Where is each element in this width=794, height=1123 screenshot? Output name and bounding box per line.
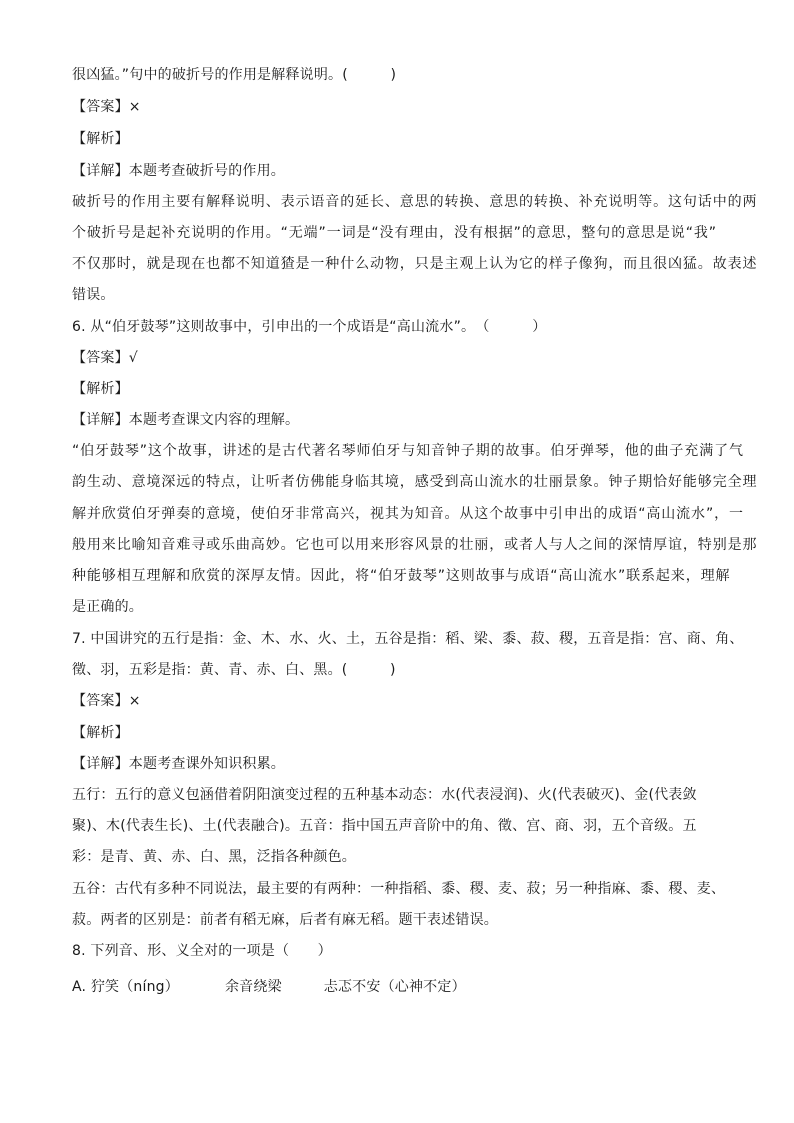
text-line: 菽。两者的区别是：前者有稻无麻，后者有麻无稻。题干表述错误。 xyxy=(72,912,498,928)
analysis-label: 【解析】 xyxy=(72,131,129,147)
text-line: 错误。 xyxy=(72,287,115,303)
option-a-item-3: 忐忑不安（心神不定） xyxy=(323,979,466,995)
detail-label: 【详解】本题考查课外知识积累。 xyxy=(72,756,285,772)
detail-label: 【详解】本题考查破折号的作用。 xyxy=(72,163,285,179)
question-6: 6. 从“伯牙鼓琴”这则故事中，引申出的一个成语是“高山流水”。 （ ） xyxy=(72,319,547,335)
option-a xyxy=(72,977,466,997)
answer-label: 【答案】√ xyxy=(72,350,138,366)
text-line: 五谷：古代有多种不同说法，最主要的有两种：一种指稻、黍、稷、麦、菽；另一种指麻、黍、稷、麦、 xyxy=(72,881,726,897)
option-a-item-1: A. 狞笑（níng） xyxy=(72,979,179,995)
text-line: 韵生动、意境深远的特点，让听者仿佛能身临其境，感受到高山流水的壮丽景象。钟子期恰好能够完全理 xyxy=(72,474,758,490)
question-7: 7. 中国讲究的五行是指：金、木、水、火、土，五谷是指：稻、梁、黍、菽、稷，五音是指：宫、商、角、 xyxy=(72,631,744,647)
detail-label: 【详解】本题考查课文内容的理解。 xyxy=(72,412,300,428)
option-a-item-2: 余音绕梁 xyxy=(224,979,282,995)
text-line: 是正确的。 xyxy=(72,599,143,615)
text-line: 解并欣赏伯牙弹奏的意境，使伯牙非常高兴，视其为知音。从这个故事中引申出的成语“高山流水”，一 xyxy=(72,506,744,522)
text-line: 种能够相互理解和欣赏的深厚友情。因此，将“伯牙鼓琴”这则故事与成语“高山流水”联系起来，理解 xyxy=(72,568,731,584)
text-line: 聚)、木(代表生长)、土(代表融合)。五音：指中国五声音阶中的角、徵、宫、商、羽，五个音级。五 xyxy=(72,818,697,834)
answer-label: 【答案】× xyxy=(72,693,141,709)
question-8: 8. 下列音、形、义全对的一项是（ ） xyxy=(72,943,332,959)
text-line: 不仅那时，就是现在也都不知道猹是一种什么动物，只是主观上认为它的样子像狗，而且很凶猛。故表述 xyxy=(72,256,758,272)
text-line: 个破折号是起补充说明的作用。“无端”一词是“没有理由，没有根据”的意思，整句的意思是说“我” xyxy=(72,225,717,241)
analysis-label: 【解析】 xyxy=(72,725,129,741)
text-line: 破折号的作用主要有解释说明、表示语音的延长、意思的转换、意思的转换、补充说明等。这句话中的两 xyxy=(72,194,758,210)
text-line: 彩：是青、黄、赤、白、黑，泛指各种颜色。 xyxy=(72,849,356,865)
answer-label: 【答案】× xyxy=(72,99,141,115)
text-line: 五行：五行的意义包涵借着阴阳演变过程的五种基本动态：水(代表浸润)、火(代表破灭)、金(代表敛 xyxy=(72,787,697,803)
text-line: 徵、羽，五彩是指：黄、青、赤、白、黑。( ) xyxy=(72,662,396,678)
text-line: “伯牙鼓琴”这个故事，讲述的是古代著名琴师伯牙与知音钟子期的故事。伯牙弹琴，他的曲子充满了气 xyxy=(72,443,744,459)
text-line: 很凶猛。”句中的破折号的作用是解释说明。( ) xyxy=(72,67,397,83)
analysis-label: 【解析】 xyxy=(72,381,129,397)
text-line: 般用来比喻知音难寻或乐曲高妙。它也可以用来形容风景的壮丽，或者人与人之间的深情厚谊，特别是那 xyxy=(72,537,758,553)
